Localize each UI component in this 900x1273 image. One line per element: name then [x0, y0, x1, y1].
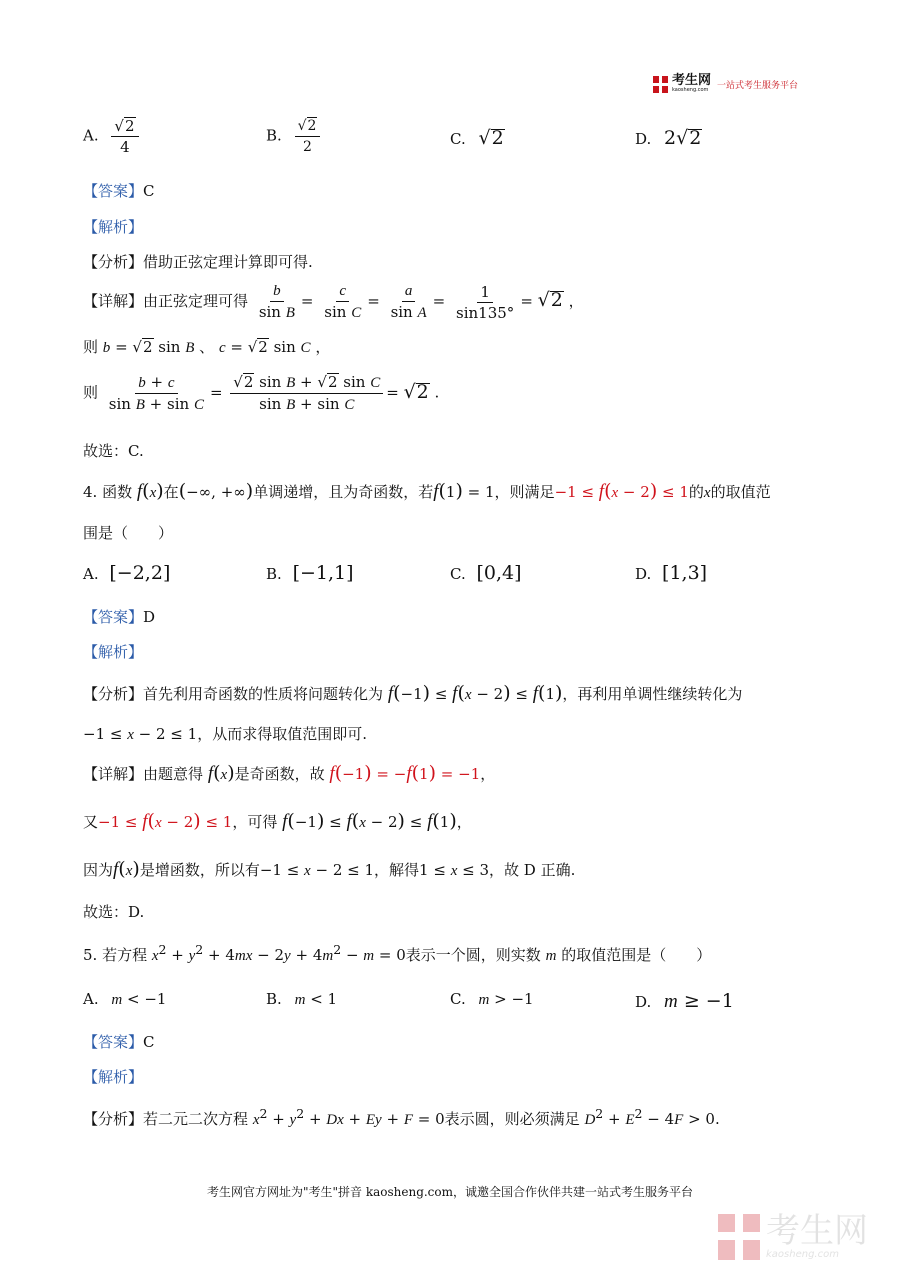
xiangjie-text: 由题意得: [143, 765, 204, 783]
watermark-domain: kaosheng.com: [766, 1249, 839, 1260]
option-label: B.: [266, 126, 282, 145]
option-d-value: [1,3]: [662, 562, 708, 584]
formula-frac-a: $\frac{a}{\text{sin A}}$: [390, 283, 427, 321]
xiangjie-text: ，: [456, 813, 472, 831]
step-prefix: 则: [83, 338, 99, 356]
answer-value: C: [143, 182, 155, 200]
q5-option-b: [266, 990, 337, 1009]
fenxi-tag: 【分析】: [83, 1110, 144, 1128]
option-label: C.: [450, 130, 466, 148]
q5-analysis-tag: 【解析】: [83, 1068, 144, 1086]
header-logo: [653, 75, 798, 93]
option-label: D.: [635, 993, 652, 1011]
q4-option-a: [83, 562, 170, 584]
option-label: D.: [635, 565, 652, 583]
q3-option-b: [266, 117, 323, 156]
logo-domain: kaosheng.com: [672, 87, 709, 93]
option-b-value: [−1,1]: [292, 562, 354, 584]
xiangjie-tag: 【详解】: [83, 292, 144, 310]
q4-option-d: [635, 562, 707, 584]
option-c-value: √2: [478, 127, 504, 149]
q3-option-d: [635, 127, 702, 149]
q4-analysis-tag: 【解析】: [83, 643, 144, 661]
option-label: C.: [450, 565, 466, 583]
stem-text: 4. 函数: [83, 483, 133, 501]
formula-frac-c: $\frac{c}{\text{sin C}}$: [324, 283, 362, 321]
q5-option-d: [635, 990, 734, 1013]
answer-tag: 【答案】: [83, 608, 144, 626]
option-label: A.: [83, 565, 99, 583]
option-d-value: 2√2: [664, 127, 702, 149]
formula-frac-sqrt: $\frac{\text{√2 sin B + √2 sin C}}{\text{sin B + sin C}}$: [230, 373, 383, 414]
option-label: A.: [83, 990, 99, 1008]
step-prefix: 则: [83, 383, 99, 402]
q4-stem-line1: 4. 函数 f(x)在(−∞, +∞)单调递增，且为奇函数，若f(1) = 1，则满足−1 ≤ f(x − 2) ≤ 1的x的取值范: [83, 480, 771, 502]
xiangjie-text: ，故 D 正确.: [489, 861, 576, 879]
fenxi-text: ，从而求得取值范围即可.: [197, 725, 367, 743]
fenxi-text: .: [714, 1110, 720, 1128]
fenxi-text: 表示圆，则必须满足: [444, 1110, 580, 1128]
xiangjie-text: 因为: [83, 861, 114, 879]
q4-fenxi-line2: −1 ≤ x − 2 ≤ 1，从而求得取值范围即可.: [83, 725, 367, 743]
q4-option-c: [450, 562, 522, 584]
q4-stem-line2: 围是（ ）: [83, 524, 174, 542]
option-a-value: [−2,2]: [109, 562, 171, 584]
xiangjie-text: 是奇函数，故: [234, 765, 325, 783]
q5-option-c: [450, 990, 534, 1009]
stem-text: 在: [163, 483, 179, 501]
fenxi-text: ，再利用单调性继续转化为: [562, 685, 743, 703]
xiangjie-text: 由正弦定理可得: [143, 292, 249, 310]
q5-fenxi: 【分析】若二元二次方程 $x^2 + y^2 + Dx + Ey + F = 0$表示圆，则必须满足 $D^2 + E^2 - 4F > 0$.: [83, 1106, 720, 1128]
q3-xiangjie-line3: 则 $\frac{b + c}{\text{sin B + sin C}}$ = $\frac{\text{√2 sin B + √2 sin C}}{\text{sin B + sin C}}$ = √2 .: [83, 373, 440, 413]
option-c-value: m > −1: [478, 990, 534, 1008]
q3-fenxi: [83, 251, 313, 272]
option-b-value: $\frac{√2}{2}$: [295, 117, 321, 156]
option-a-value: m < −1: [111, 990, 167, 1008]
xiangjie-text: ，解得: [374, 861, 420, 879]
option-label: B.: [266, 990, 282, 1008]
stem-text: 单调递增，且为奇函数，若: [253, 483, 434, 501]
stem-text: 5. 若方程: [83, 946, 148, 964]
option-b-value: m < 1: [294, 990, 338, 1008]
answer-tag: 【答案】: [83, 1033, 144, 1051]
q4-fenxi-line1: 【分析】首先利用奇函数的性质将问题转化为 f(−1) ≤ f(x − 2) ≤ f(1)，再利用单调性继续转化为: [83, 682, 743, 704]
q4-xiangjie-line3: 因为f(x)是增函数，所以有−1 ≤ x − 2 ≤ 1，解得1 ≤ x ≤ 3，故 D 正确.: [83, 858, 576, 880]
option-label: A.: [83, 126, 99, 145]
xiangjie-text: ，可得: [232, 813, 278, 831]
fenxi-text: 借助正弦定理计算即可得.: [143, 253, 313, 271]
formula-frac-bc: $\frac{b + c}{\text{sin B + sin C}}$: [108, 373, 204, 413]
xiangjie-text: ，: [480, 765, 496, 783]
q5-answer: [83, 1031, 155, 1052]
q4-answer: [83, 606, 155, 627]
option-label: B.: [266, 565, 282, 583]
q3-option-a: [83, 117, 142, 156]
q3-option-c: [450, 127, 505, 149]
xiangjie-text: 是增函数，所以有: [139, 861, 260, 879]
answer-value: C: [143, 1033, 155, 1051]
fenxi-tag: 【分析】: [83, 253, 144, 271]
q5-stem: 5. 若方程 $x^2 + y^2 + 4mx - 2y + 4m^2 - m = 0$表示一个圆，则实数 m 的取值范围是（ ）: [83, 942, 712, 964]
stem-text: 的取值范围是（ ）: [561, 946, 712, 964]
q4-conclusion: 故选：D.: [83, 903, 145, 921]
kaosheng-logo-icon: [653, 76, 668, 93]
fenxi-text: 首先利用奇函数的性质将问题转化为: [143, 685, 384, 703]
kaosheng-watermark-icon: [718, 1214, 760, 1260]
watermark: [718, 1213, 868, 1260]
stem-text: ，则满足: [494, 483, 555, 501]
option-label: D.: [635, 130, 652, 148]
stem-text: 的: [688, 483, 704, 501]
fenxi-tag: 【分析】: [83, 685, 144, 703]
xiangjie-text: 又: [83, 813, 99, 831]
stem-text: 表示一个圆，则实数: [405, 946, 541, 964]
option-label: C.: [450, 990, 466, 1008]
formula-frac-135: $\frac{1}{\sin 135^\circ}$: [456, 282, 515, 322]
q4-option-b: [266, 562, 354, 584]
q4-xiangjie-line2: 又−1 ≤ f(x − 2) ≤ 1，可得 f(−1) ≤ f(x − 2) ≤ f(1)，: [83, 810, 472, 832]
q3-xiangjie-line2: 则 b = √2 sin B 、 c = √2 sin C ，: [83, 338, 331, 356]
q3-conclusion: 故选：C.: [83, 442, 144, 460]
q4-xiangjie-line1: 【详解】由题意得 f(x)是奇函数，故 f(−1) = −f(1) = −1，: [83, 762, 496, 784]
option-d-value: m ≥ −1: [664, 990, 734, 1012]
header-slogan: 一站式考生服务平台: [717, 80, 799, 91]
q3-xiangjie-line1: 【详解】由正弦定理可得 $\frac{b}{\text{sin B}}$ = $\frac{c}{\text{sin C}}$ = $\frac{a}{\text{sin A}}$ = $\frac{1}{\sin 135^\circ}$ = √2 ，: [83, 282, 584, 322]
logo-text: 考生网: [672, 73, 712, 88]
option-c-value: [0,4]: [476, 562, 522, 584]
xiangjie-tag: 【详解】: [83, 765, 144, 783]
q5-option-a: [83, 990, 166, 1009]
stem-text: 的取值范: [710, 483, 771, 501]
formula-frac-b: $\frac{b}{\text{sin B}}$: [258, 283, 295, 321]
option-a-value: $\frac{√2}{4}$: [111, 117, 138, 156]
fenxi-text: 若二元二次方程: [143, 1110, 249, 1128]
answer-value: D: [143, 608, 156, 626]
q3-answer: [83, 180, 155, 201]
q3-analysis-tag: 【解析】: [83, 218, 144, 236]
page-footer: 考生网官方网址为"考生"拼音 kaosheng.com，诚邀全国合作伙伴共建一站式考生服务平台: [206, 1185, 694, 1199]
answer-tag: 【答案】: [83, 182, 144, 200]
watermark-text: 考生网: [766, 1211, 868, 1251]
